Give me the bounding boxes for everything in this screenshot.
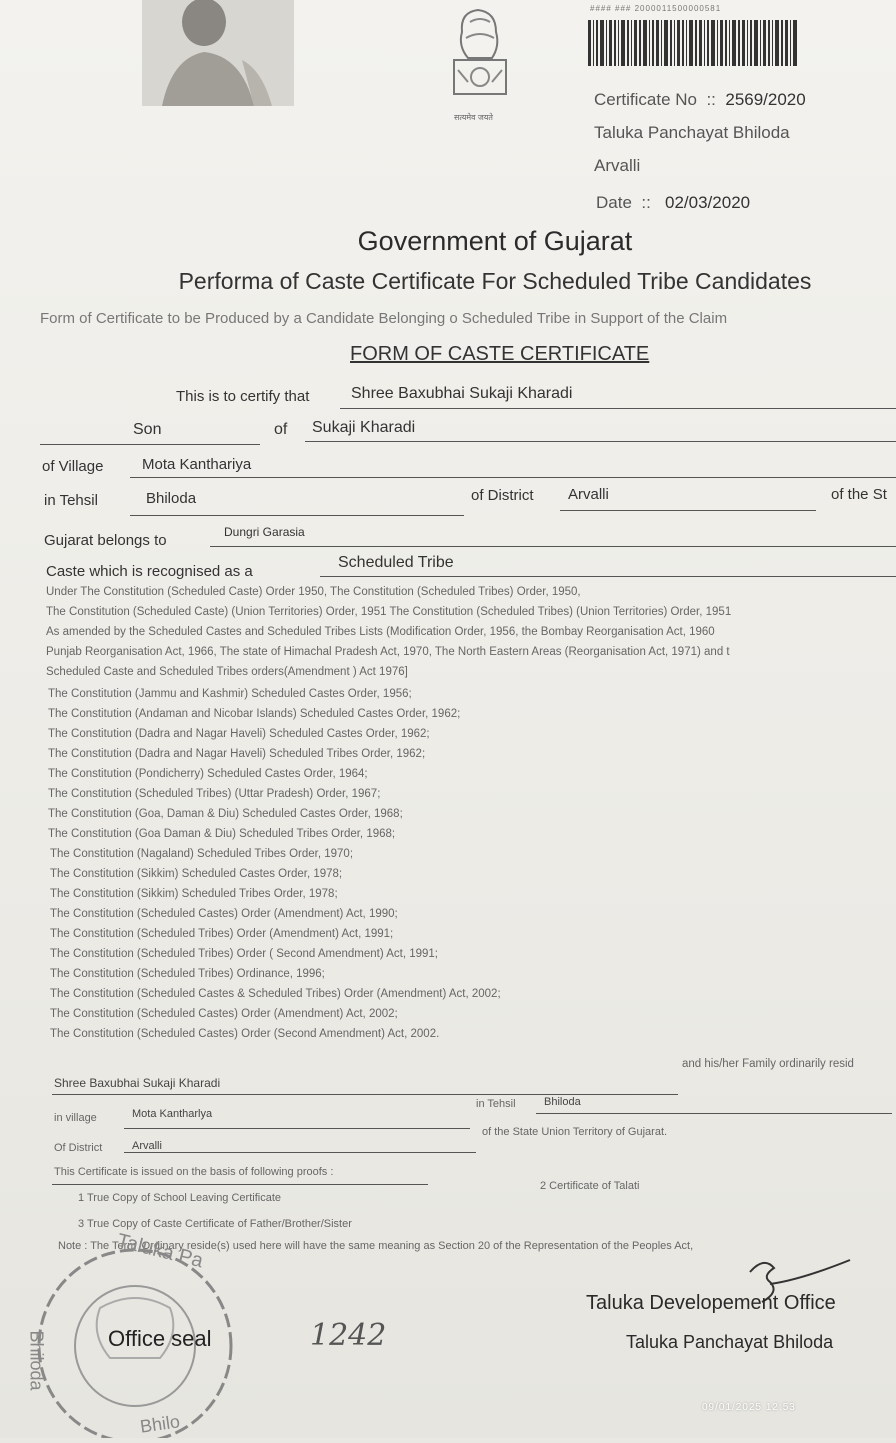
underline (130, 515, 464, 516)
order-line: The Constitution (Jammu and Kashmir) Scheduled Castes Order, 1956; (48, 688, 412, 700)
category: Scheduled Tribe (338, 554, 454, 571)
order-line: The Constitution (Scheduled Tribes) (Uttar Pradesh) Order, 1967; (48, 788, 381, 800)
order-line: Scheduled Caste and Scheduled Tribes orders(Amendment ) Act 1976] (46, 666, 408, 678)
family-text: and his/her Family ordinarily resid (682, 1058, 854, 1070)
colon: :: (636, 193, 661, 212)
government-title: Government of Gujarat (357, 226, 633, 256)
officer-title: Taluka Developement Office (586, 1292, 836, 1314)
barcode-number: #### ### 2000011500000581 (590, 4, 722, 13)
village: Mota Kanthariya (142, 456, 252, 473)
seal-ring-left: Bhiloda (26, 1330, 47, 1391)
order-line: The Constitution (Scheduled Tribes) Ordinance, 1996; (50, 968, 325, 980)
res-village: Mota Kantharlya (132, 1108, 213, 1120)
order-line: The Constitution (Goa Daman & Diu) Scheduled Tribes Order, 1968; (48, 828, 396, 840)
res-district-label: Of District (54, 1142, 103, 1154)
state-label: of the St (831, 486, 887, 503)
underline (124, 1152, 476, 1153)
underline (305, 441, 896, 442)
underline (340, 408, 896, 409)
performa-title: Performa of Caste Certificate For Scheduled Tribe Candidates (178, 268, 812, 294)
underline (536, 1113, 892, 1114)
certificate-no-row (594, 90, 806, 110)
res-tehsil: Bhiloda (544, 1096, 581, 1108)
order-line: The Constitution (Scheduled Castes) Order (Amendment) Act, 1990; (50, 908, 398, 920)
order-line: The Constitution (Scheduled Castes) Order (Second Amendment) Act, 2002. (50, 1028, 440, 1040)
order-line: The Constitution (Sikkim) Scheduled Tribes Order, 1978; (50, 888, 338, 900)
colon: :: (701, 90, 721, 109)
res-district: Arvalli (132, 1140, 162, 1152)
proof-item: 1 True Copy of School Leaving Certificate (78, 1192, 282, 1204)
tribe-name: Dungri Garasia (224, 525, 305, 539)
res-state: of the State Union Territory of Gujarat. (482, 1126, 668, 1138)
order-line: The Constitution (Nagaland) Scheduled Tribes Order, 1970; (50, 848, 354, 860)
proof-item: 2 Certificate of Talati (540, 1180, 640, 1192)
candidate-photo (142, 0, 294, 106)
underline (40, 444, 260, 445)
form-heading: FORM OF CASTE CERTIFICATE (350, 343, 650, 365)
order-line: As amended by the Scheduled Castes and Scheduled Tribes Lists (Modification Order, 1956, the Bombay Reorganisation Act, 1960 (46, 626, 715, 638)
photo-timestamp: 09/01/2025 12:53 (702, 1402, 796, 1413)
form-subtitle: Form of Certificate to be Produced by a Candidate Belonging o Scheduled Tribe in Support of the Claim (40, 310, 728, 327)
underline (130, 477, 896, 478)
father-name: Sukaji Kharadi (312, 419, 416, 436)
order-line: The Constitution (Scheduled Tribes) Order (Amendment) Act, 1991; (50, 928, 394, 940)
order-line: The Constitution (Goa, Daman & Diu) Scheduled Castes Order, 1968; (48, 808, 403, 820)
res-tehsil-label: in Tehsil (476, 1098, 516, 1110)
seal-ring-bottom: Bhilo (138, 1411, 182, 1437)
barcode (588, 20, 800, 66)
tehsil: Bhiloda (146, 490, 197, 507)
order-line: Under The Constitution (Scheduled Caste) Order 1950, The Constitution (Scheduled Tribes) Order, 1950, (46, 586, 581, 598)
tehsil-label: in Tehsil (44, 492, 98, 509)
order-line: The Constitution (Scheduled Caste) (Union Territories) Order, 1951 The Constitution (Scheduled Tribes) (Union Territories) Order, 1951 (46, 606, 732, 618)
order-line: The Constitution (Dadra and Nagar Haveli) Scheduled Tribes Order, 1962; (48, 748, 426, 760)
seal-ring-top: Taluka Pa (114, 1229, 206, 1273)
district: Arvalli (568, 486, 609, 503)
candidate-name: Shree Baxubhai Sukaji Kharadi (351, 385, 573, 402)
emblem-caption: सत्यमेव जयते (454, 113, 493, 122)
recognised-label: Caste which is recognised as a (46, 563, 253, 580)
date-label: Date (596, 193, 632, 212)
order-line: Punjab Reorganisation Act, 1966, The state of Himachal Pradesh Act, 1970, The North Eastern Areas (Reorganisation Act, 1971) and t (46, 646, 730, 658)
note: Note : The Term 'Ordinary reside(s) used here will have the same meaning as Section 20 of the Representation of the Peoples Act, (58, 1240, 694, 1252)
order-line: The Constitution (Andaman and Nicobar Islands) Scheduled Castes Order, 1962; (48, 708, 461, 720)
officer-office: Taluka Panchayat Bhiloda (626, 1332, 834, 1352)
resident-name: Shree Baxubhai Sukaji Kharadi (54, 1076, 221, 1090)
issuing-office: Taluka Panchayat Bhiloda (594, 123, 790, 142)
underline (52, 1184, 428, 1185)
certificate-no-label: Certificate No (594, 90, 697, 109)
proofs-heading: This Certificate is issued on the basis of following proofs : (54, 1166, 334, 1178)
underline (320, 576, 896, 577)
order-line: The Constitution (Scheduled Castes) Order (Amendment) Act, 2002; (50, 1008, 398, 1020)
of-label: of (274, 421, 288, 438)
order-line: The Constitution (Sikkim) Scheduled Castes Order, 1978; (50, 868, 343, 880)
certificate-no: 2569/2020 (725, 90, 806, 109)
handwritten-number: 1242 (310, 1318, 387, 1353)
village-label: of Village (42, 458, 104, 475)
order-line: The Constitution (Pondicherry) Scheduled Castes Order, 1964; (48, 768, 368, 780)
underline (52, 1094, 678, 1095)
underline (560, 510, 816, 511)
belongs-label: Gujarat belongs to (44, 532, 167, 549)
issuing-district: Arvalli (594, 156, 641, 175)
relation: Son (133, 421, 162, 438)
state-emblem (440, 2, 520, 122)
date-row (596, 193, 750, 213)
order-line: The Constitution (Dadra and Nagar Haveli) Scheduled Castes Order, 1962; (48, 728, 430, 740)
underline (210, 546, 896, 547)
proof-item: 3 True Copy of Caste Certificate of Father/Brother/Sister (78, 1218, 352, 1230)
order-line: The Constitution (Scheduled Tribes) Order ( Second Amendment) Act, 1991; (50, 948, 439, 960)
certify-label: This is to certify that (176, 388, 310, 405)
district-label: of District (471, 487, 534, 504)
order-line: The Constitution (Scheduled Castes & Scheduled Tribes) Order (Amendment) Act, 2002; (50, 988, 501, 1000)
res-village-label: in village (54, 1112, 97, 1124)
office-seal-label: Office seal (108, 1326, 212, 1351)
underline (124, 1128, 470, 1129)
issue-date: 02/03/2020 (665, 193, 751, 212)
